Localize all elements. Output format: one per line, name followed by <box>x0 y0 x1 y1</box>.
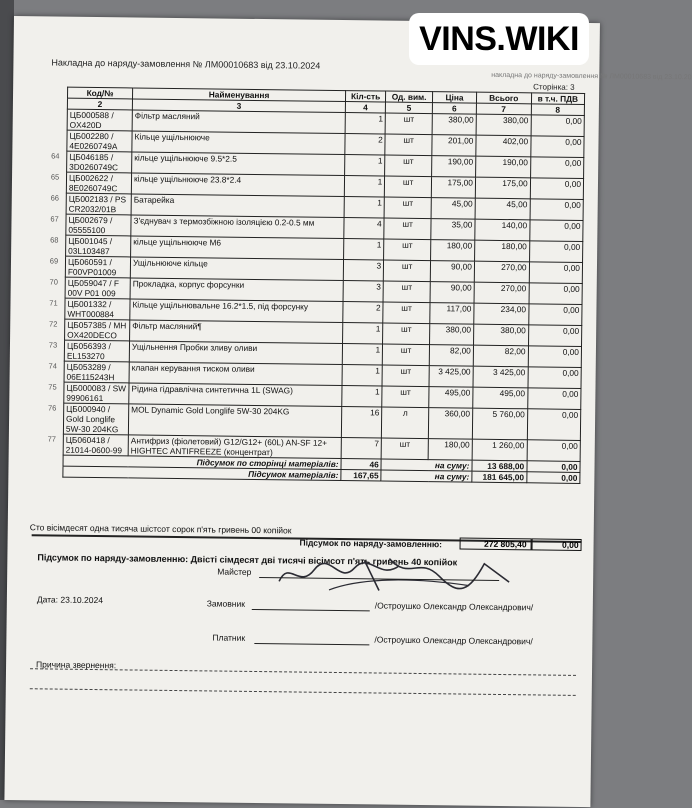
price-cell: 175,00 <box>431 177 475 199</box>
name-cell: кільце ущільнююче 9.5*2.5 <box>132 152 345 176</box>
price-cell: 190,00 <box>432 156 476 178</box>
qty-cell: 3 <box>343 281 383 302</box>
total-cell: 180,00 <box>474 240 529 262</box>
name-cell: Фільтр масляний¶ <box>130 320 343 344</box>
name-cell: Ущільнення Пробки зливу оливи <box>129 341 342 365</box>
name-cell: клапан керування тиском оливи <box>129 362 342 386</box>
index-cell: 73 <box>48 339 58 350</box>
price-cell: 117,00 <box>430 303 474 325</box>
price-cell: 360,00 <box>428 408 472 440</box>
col-name-number: 3 <box>132 99 345 113</box>
page-total-vat: 0,00 <box>527 461 581 473</box>
name-cell: Кільце ущільнювальне 16.2*1.5, під форсунку <box>130 299 343 323</box>
customer-name: /Остроушко Олександр Олександрович/ <box>374 600 534 613</box>
total-cell: 380,00 <box>473 324 528 346</box>
qty-cell: 1 <box>345 155 385 176</box>
vat-cell: 0,00 <box>527 388 581 410</box>
unit-cell: шт <box>385 134 432 156</box>
qty-cell: 16 <box>341 407 382 438</box>
vat-cell: 0,00 <box>529 241 583 263</box>
price-cell: 180,00 <box>431 240 475 262</box>
qty-cell: 1 <box>343 323 383 344</box>
payer-label: Платник <box>212 632 246 643</box>
logo-text: VINS.WIKI <box>419 20 579 58</box>
materials-total-label: Підсумок матеріалів: <box>63 466 341 480</box>
unit-cell: шт <box>383 302 430 324</box>
index-cell: 69 <box>49 255 59 266</box>
col-price-header: Ціна <box>432 92 476 104</box>
code-cell: ЦБ000083 / SW 99906161 <box>64 382 129 404</box>
col-qty-number: 4 <box>345 102 385 113</box>
qty-cell: 1 <box>344 176 384 197</box>
unit-cell: шт <box>384 260 431 282</box>
materials-total-vat: 0,00 <box>526 472 580 484</box>
price-cell: 380,00 <box>432 114 476 136</box>
name-cell: Фільтр масляний <box>132 110 345 134</box>
code-cell: ЦБ046185 / 3D0260749C <box>67 151 132 173</box>
reason-line-2 <box>30 688 576 696</box>
index-cell <box>41 455 64 466</box>
qty-cell: 1 <box>342 386 382 407</box>
vat-cell: 0,00 <box>529 220 583 242</box>
col-vat-header: в т.ч. ПДВ <box>531 93 585 105</box>
index-header <box>45 87 68 98</box>
col-vat-number: 8 <box>531 104 585 116</box>
unit-cell: шт <box>383 323 430 345</box>
index-cell: 67 <box>50 213 59 224</box>
index-cell <box>40 466 63 477</box>
unit-cell: шт <box>381 438 428 460</box>
vat-cell: 0,00 <box>528 304 582 326</box>
col-unit-number: 5 <box>386 102 433 114</box>
col-code-number: 2 <box>67 98 132 110</box>
code-cell: ЦБ002280 / 4E0260749A <box>67 130 132 152</box>
signature-icon <box>269 549 520 602</box>
code-cell: ЦБ057385 / МН OX420DECO <box>65 319 130 341</box>
items-table <box>40 86 585 484</box>
col-name-header: Найменування <box>132 88 345 102</box>
qty-cell: 1 <box>342 344 382 365</box>
col-total-header: Всього <box>476 92 531 104</box>
code-cell: ЦБ001045 / 03L103487 <box>66 235 131 257</box>
code-cell: ЦБ000940 / Gold Longlife 5W-30 204KG <box>63 403 128 435</box>
unit-cell: шт <box>385 155 432 177</box>
price-cell: 35,00 <box>431 219 475 241</box>
page-number: Сторінка: 3 <box>533 82 575 92</box>
code-cell: ЦБ060418 / 21014-0600-99 <box>63 434 128 456</box>
payer-name: /Остроушко Олександр Олександрович/ <box>374 634 533 647</box>
index-cell <box>44 130 67 151</box>
master-label: Майстер <box>217 566 252 577</box>
reason-label: Причина звернення: <box>36 659 117 671</box>
unit-cell: шт <box>384 218 431 240</box>
total-cell: 82,00 <box>473 345 528 367</box>
qty-cell: 1 <box>344 197 384 218</box>
code-cell: ЦБ002183 / PS CR2032/01B <box>66 193 131 215</box>
total-cell: 45,00 <box>475 198 530 220</box>
col-price-number: 6 <box>432 103 476 115</box>
total-cell: 140,00 <box>475 219 530 241</box>
unit-cell: шт <box>382 344 429 366</box>
total-cell: 495,00 <box>473 387 528 409</box>
total-cell: 5 760,00 <box>472 408 527 440</box>
name-cell: Кільце ущільнююче <box>132 131 345 155</box>
vat-cell: 0,00 <box>530 178 584 200</box>
col-total-number: 7 <box>476 103 531 115</box>
reason-line-1 <box>30 668 576 676</box>
order-total-words: Підсумок по наряду-замовленню: Двісті сімдесят дві тисячі вісімсот п'ять гривень 40 копійок <box>37 552 458 568</box>
index-cell: 77 <box>47 433 57 444</box>
customer-label: Замовник <box>206 598 246 609</box>
code-cell: ЦБ002679 / 05555100 <box>66 214 131 236</box>
code-cell: ЦБ056393 / EL153270 <box>64 340 129 362</box>
price-cell: 3 425,00 <box>429 366 473 388</box>
col-qty-header: Кіл-сть <box>345 91 385 102</box>
total-cell: 175,00 <box>475 177 530 199</box>
total-cell: 270,00 <box>474 282 529 304</box>
header-right-note: накладна до наряду-замовлення № ЛМ00010683 від 23.10.20 <box>491 71 692 82</box>
price-cell: 90,00 <box>430 282 474 304</box>
name-cell: Рідина гідравлічна синтетична 1L (SWAG) <box>129 383 342 407</box>
qty-cell: 7 <box>341 438 381 459</box>
unit-cell: шт <box>382 386 429 408</box>
unit-cell: шт <box>385 113 432 135</box>
index-cell: 72 <box>49 318 58 329</box>
materials-total-qty: 167,65 <box>341 470 381 481</box>
name-cell: Ущільнююче кільце <box>130 257 343 281</box>
code-cell: ЦБ059047 / F 00V P01 009 <box>65 277 130 299</box>
vat-cell: 0,00 <box>531 115 585 137</box>
index-cell: 71 <box>49 297 58 308</box>
order-total-label: Підсумок по наряду-замовленню: <box>299 537 443 550</box>
order-total-vat: 0,00 <box>532 538 582 551</box>
qty-cell: 1 <box>345 113 385 134</box>
date-text: Дата: 23.10.2024 <box>36 594 104 606</box>
vat-cell: 0,00 <box>527 440 581 462</box>
price-cell: 45,00 <box>431 198 475 220</box>
qty-cell: 3 <box>343 260 383 281</box>
unit-cell: л <box>382 407 429 439</box>
price-cell: 495,00 <box>429 387 473 409</box>
vat-cell: 0,00 <box>530 136 584 158</box>
total-cell: 270,00 <box>474 261 529 283</box>
code-cell: ЦБ060591 / F00VP01009 <box>65 256 130 278</box>
vat-cell: 0,00 <box>528 367 582 389</box>
vat-cell: 0,00 <box>528 325 582 347</box>
unit-cell: шт <box>384 239 431 261</box>
total-cell: 234,00 <box>474 303 529 325</box>
vat-cell: 0,00 <box>529 262 583 284</box>
total-cell: 190,00 <box>475 156 530 178</box>
page-total-sum-label: на суму: <box>381 459 472 471</box>
payer-signature-line <box>254 643 369 645</box>
total-cell: 3 425,00 <box>473 366 528 388</box>
materials-total-words: Сто вісімдесят одна тисяча шістсот сорок п'ять гривень 00 копійок <box>29 522 292 536</box>
name-cell: Батарейка <box>131 194 344 218</box>
page-total-label: Підсумок по сторінці матеріалів: <box>63 455 341 469</box>
index-cell: 70 <box>49 276 58 287</box>
index-cell <box>45 109 68 130</box>
name-cell: З'єднувач з термозбіжною ізоляцією 0.2-0.5 мм <box>131 215 344 239</box>
name-cell: кільце ущільнююче М6 <box>131 236 344 260</box>
document-title: Накладна до наряду-замовлення № ЛМ00010683 від 23.10.2024 <box>51 57 321 71</box>
index-cell: 74 <box>48 360 57 371</box>
vins-wiki-logo <box>409 13 589 65</box>
document-sheet <box>4 16 692 807</box>
vat-cell: 0,00 <box>530 199 584 221</box>
qty-cell: 1 <box>342 365 382 386</box>
unit-cell: шт <box>385 176 432 198</box>
total-cell: 1 260,00 <box>472 439 527 461</box>
unit-cell: шт <box>382 365 429 387</box>
page-total-qty: 46 <box>341 459 381 470</box>
qty-cell: 4 <box>344 218 384 239</box>
materials-total-sum: 181 645,00 <box>472 471 527 483</box>
unit-cell: шт <box>383 281 430 303</box>
qty-cell: 2 <box>345 134 385 155</box>
index-cell: 75 <box>48 381 57 392</box>
price-cell: 82,00 <box>429 345 473 367</box>
index-cell: 76 <box>47 402 57 413</box>
items-body <box>41 109 585 462</box>
index-cell: 64 <box>51 150 60 161</box>
vat-cell: 0,00 <box>529 283 583 305</box>
page-total-sum: 13 688,00 <box>472 460 527 472</box>
code-cell: ЦБ002622 / 8E0260749C <box>66 172 131 194</box>
total-cell: 380,00 <box>476 114 531 136</box>
code-cell: ЦБ053289 / 06E115243H <box>64 361 129 383</box>
name-cell: кільце ущільнююче 23.8*2.4 <box>131 173 344 197</box>
price-cell: 90,00 <box>430 261 474 283</box>
materials-total-sum-label: на суму: <box>381 470 472 482</box>
unit-cell: шт <box>384 197 431 219</box>
name-cell: Антифриз (фіолетовий) G12/G12+ (60L) AN-SF 12+ HIGHTEC ANTIFREEZE (концентрат) <box>128 435 341 459</box>
price-cell: 201,00 <box>432 135 476 157</box>
qty-cell: 1 <box>344 239 384 260</box>
index-header <box>45 98 68 109</box>
order-total-value: 272 805,40 <box>460 537 532 550</box>
vat-cell: 0,00 <box>528 346 582 368</box>
code-cell: ЦБ001332 / WHT000884 <box>65 298 130 320</box>
index-cell: 66 <box>50 192 60 203</box>
vat-cell: 0,00 <box>530 157 584 179</box>
index-cell: 65 <box>50 171 60 182</box>
total-cell: 402,00 <box>476 135 531 157</box>
index-cell: 68 <box>50 234 59 245</box>
code-cell: ЦБ000588 / OX420D <box>67 109 132 131</box>
price-cell: 380,00 <box>430 324 474 346</box>
col-code-header: Код/№ <box>68 87 133 99</box>
name-cell: MOL Dynamic Gold Longlife 5W-30 204KG <box>128 404 341 438</box>
qty-cell: 2 <box>343 302 383 323</box>
price-cell: 180,00 <box>428 439 472 461</box>
col-unit-header: Од. вим. <box>386 91 433 103</box>
name-cell: Прокладка, корпус форсунки <box>130 278 343 302</box>
vat-cell: 0,00 <box>527 409 581 441</box>
customer-signature-line <box>252 609 370 611</box>
